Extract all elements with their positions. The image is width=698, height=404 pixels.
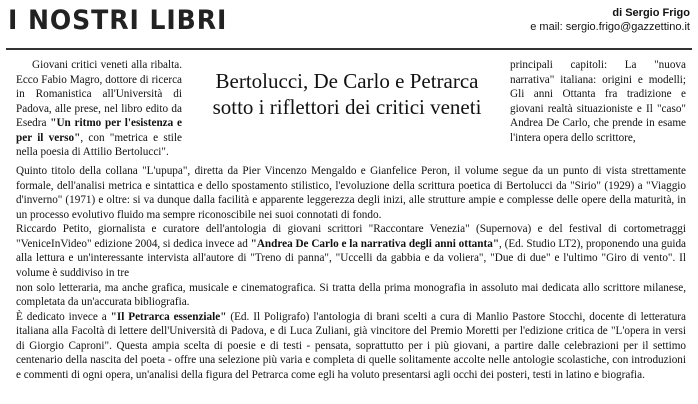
chapters-paragraph: principali capitoli: La "nuova narrativa" italiana: origini e modelli; Gli anni Ottanta fra tradizione e giovani realtà situazioniste e Il "caso" Andrea De Carlo, che prende in esame l'intera opera dello scrittore, xyxy=(510,59,686,144)
petrarca-text: È dedicato invece a xyxy=(16,310,111,323)
headline-line-2: sotto i riflettori dei critici veneti xyxy=(212,95,482,119)
byline-email: e mail: sergio.frigo@gazzettino.it xyxy=(530,21,690,33)
body-paragraph-2 xyxy=(16,222,686,280)
article-column-right xyxy=(510,58,686,145)
header-rule xyxy=(6,48,692,50)
article-body xyxy=(16,164,686,382)
book-title-petrarca: "Il Petrarca essenziale" xyxy=(110,310,227,323)
body-paragraph-1: Quinto titolo della collana "L'upupa", diretta da Pier Vincenzo Mengaldo e Gianfelice Peron, il volume segue da un punto di vista strettamente formale, dell'analisi metrica e sintattica e dello spostamento stilistico, l'evoluzione della scrittura poetica di Bertolucci da "Sirio" (1929) a "Viaggio d'inverno" (1971) e oltre: si va dunque dalla facilità e apparente leggerezza degli inizi, alle strutture ampie e complesse delle opere della maturità, in un processo evolutivo fluido ma sempre riconoscibile nei suoi connotati di fondo. xyxy=(16,165,686,221)
body-paragraph-3: non solo letteraria, ma anche grafica, musicale e cinematografica. Si tratta della prima monografia in assoluto mai dedicata allo scrittore milanese, completata da un'accurata bibliografia. xyxy=(16,281,686,309)
petito-text-end: , (Ed. Studio LT2), proponendo una guida alla lettura e un'interessante intervista all'autore di "Treno di panna", "Uccelli da gabbia e da voliera", "Due di due" e l'ultimo "Giro di vento". Il volume è suddiviso in tre xyxy=(16,237,686,279)
intro-paragraph xyxy=(16,58,182,160)
intro-text: Giovani critici veneti alla ribalta. Ecco Fabio Magro, dottore di ricerca in Romanistica all'Università di Padova, alle prese, nel libro edito da Esedra xyxy=(16,59,182,130)
petito-text: Riccardo Petito, giornalista e curatore dell'antologia di giovani scrittori "Raccontare Venezia" (Supernova) e del festival di cortometraggi "VeniceInVideo" edizione 2004, si dedica invece ad xyxy=(16,223,686,250)
body-paragraph-4 xyxy=(16,310,686,383)
petrarca-text-end: (Ed. Il Poligrafo) l'antologia di brani scelti a cura di Manlio Pastore Stocchi, docente di letteratura italiana alla Facoltà di lettere dell'Università di Padova, e di Luca Zuliani, già vincitore del Premio Moretti per l'edizione critica de "L'opera in versi di Giorgio Caproni". Questa ampia scelta di poesie e di testi - pensata, soprattutto per i più giovani, a partire dalle celebrazioni per il settimo centenario della nascita del poeta - offre una selezione più varia e completa di quelle solitamente accolte nelle antologie scolastiche, con introduzioni e commenti di ogni opera, un'analisi della figura del Petrarca come egli ha voluto presentarsi agli occhi dei posteri, testi in latino e biografia. xyxy=(16,310,686,381)
book-title-bertolucci: "Un ritmo per l'esistenza e per il verso" xyxy=(16,117,182,144)
headline-line-1: Bertolucci, De Carlo e Petrarca xyxy=(215,69,479,93)
byline xyxy=(530,6,690,34)
section-rubric: I NOSTRI LIBRI xyxy=(8,5,228,36)
article-headline xyxy=(192,68,502,120)
article-column-left xyxy=(16,58,182,160)
book-title-de-carlo: "Andrea De Carlo e la narrativa degli anni ottanta" xyxy=(250,237,500,250)
byline-author: di Sergio Frigo xyxy=(612,7,690,19)
intro-text-end: , con "metrica e stile nella poesia di Attilio Bertolucci". xyxy=(16,131,182,159)
